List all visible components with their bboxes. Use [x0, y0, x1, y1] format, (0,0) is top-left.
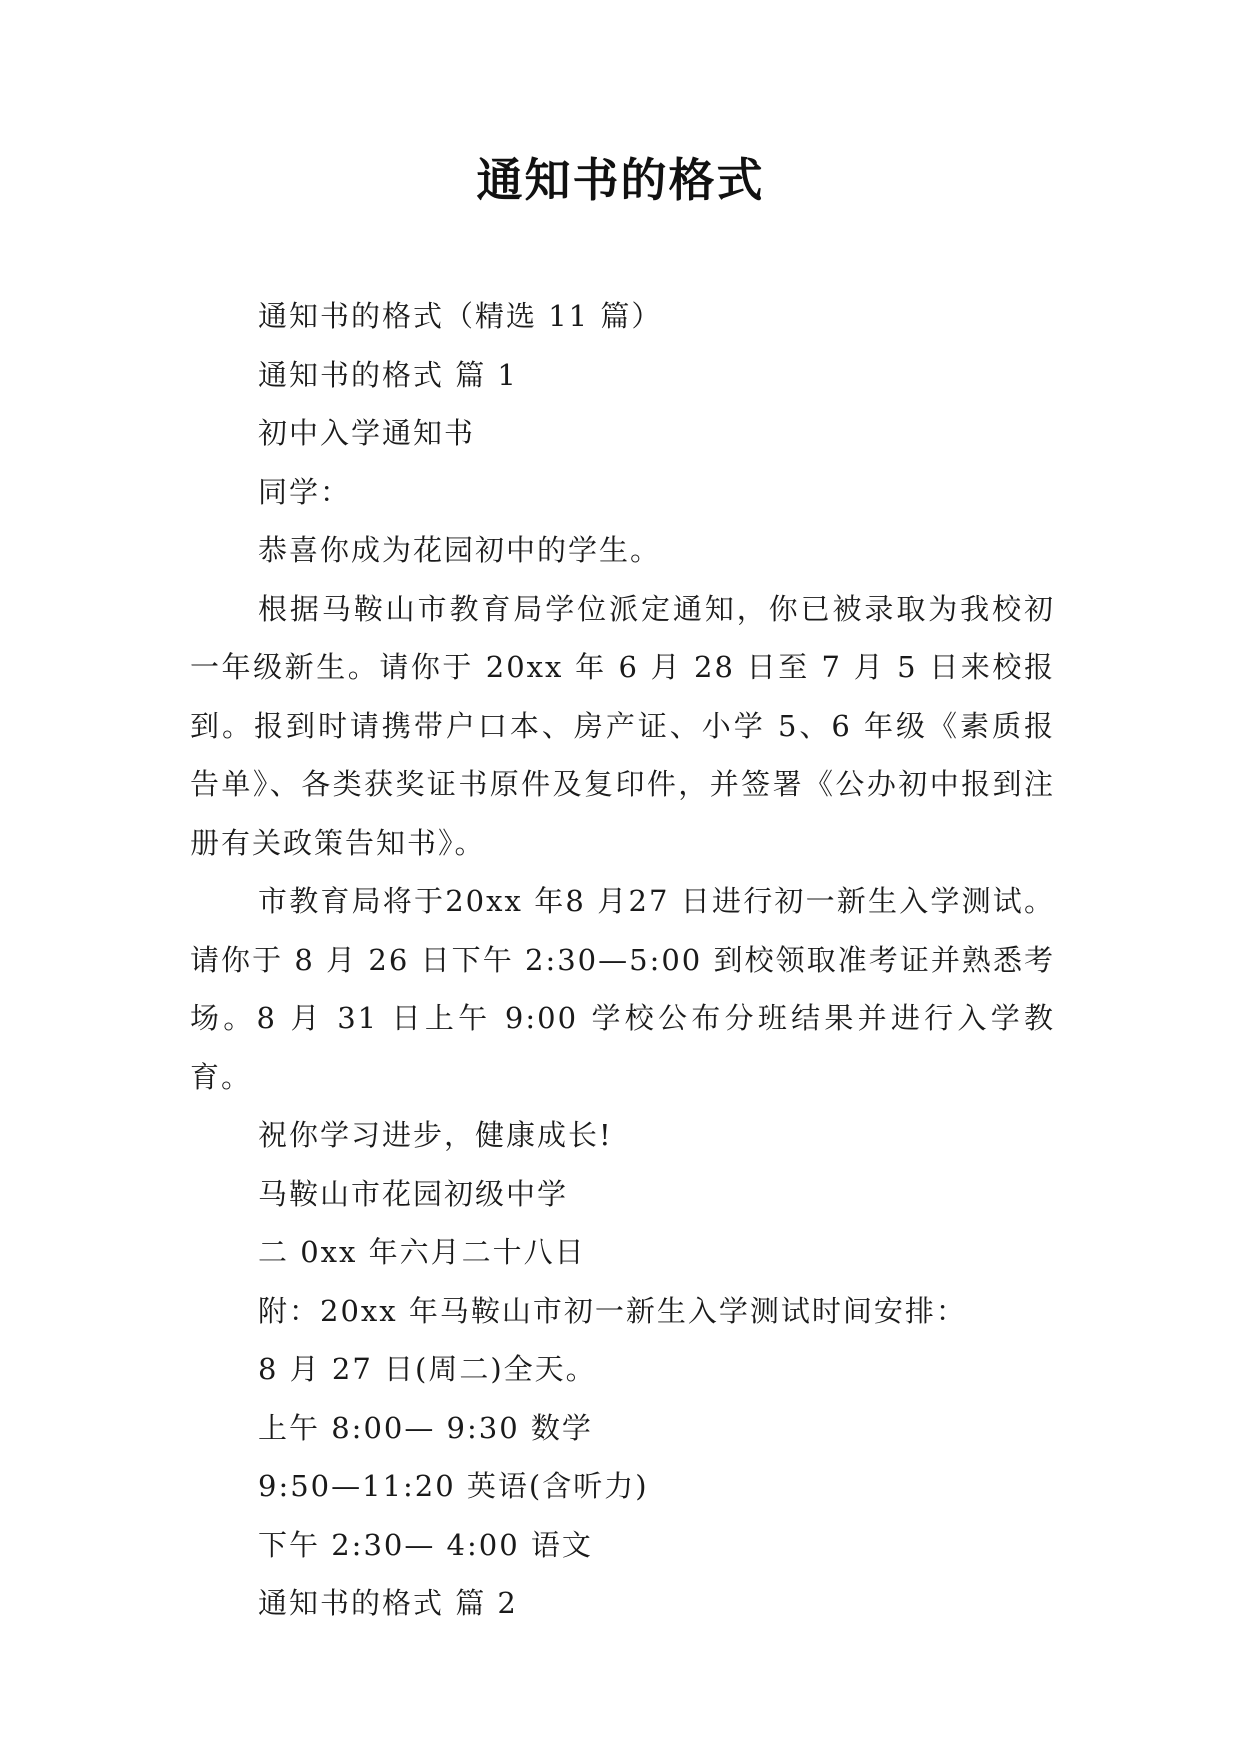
congrats-line: 恭喜你成为花园初中的学生。 — [258, 533, 662, 567]
document-body — [190, 287, 1055, 1633]
subtitle-line: 通知书的格式（精选 11 篇） — [258, 299, 663, 333]
section-heading-2: 通知书的格式 篇 2 — [258, 1586, 518, 1620]
salutation: 同学： — [258, 474, 352, 509]
notice-title: 初中入学通知书 — [258, 416, 476, 450]
wishes-line: 祝你学习进步，健康成长! — [258, 1118, 613, 1152]
schedule-date: 8 月 27 日(周二)全天。 — [258, 1352, 597, 1386]
date-line: 二 0xx 年六月二十八日 — [258, 1235, 586, 1269]
section-heading: 通知书的格式 篇 1 — [258, 357, 518, 392]
schedule-chinese: 下午 2:30— 4:00 语文 — [258, 1527, 593, 1562]
schedule-math: 上午 8:00— 9:30 数学 — [258, 1410, 593, 1445]
appendix-heading: 附：20xx 年马鞍山市初一新生入学测试时间安排： — [258, 1293, 967, 1328]
paragraph-registration: 根据马鞍山市教育局学位派定通知，你已被录取为我校初一年级新生。请你于 20xx 年 6 月 28 日至 7 月 5 日来校报到。报到时请携带户口本、房产证、小学 5、6 年级《素质报告单》、各类获奖证书原件及复印件，并签署《公办初中报到注册有关政策告知书》。 — [190, 591, 1055, 860]
school-signature: 马鞍山市花园初级中学 — [258, 1176, 569, 1211]
document-title: 通知书的格式 — [476, 153, 765, 207]
paragraph-test: 市教育局将于20xx 年8 月27 日进行初一新生入学测试。请你于 8 月 26 日下午 2:30—5:00 到校领取准考证并熟悉考场。8 月 31 日上午 9:00 学校公布分班结果并进行入学教育。 — [190, 884, 1055, 1094]
schedule-english: 9:50—11:20 英语(含听力) — [258, 1469, 649, 1503]
